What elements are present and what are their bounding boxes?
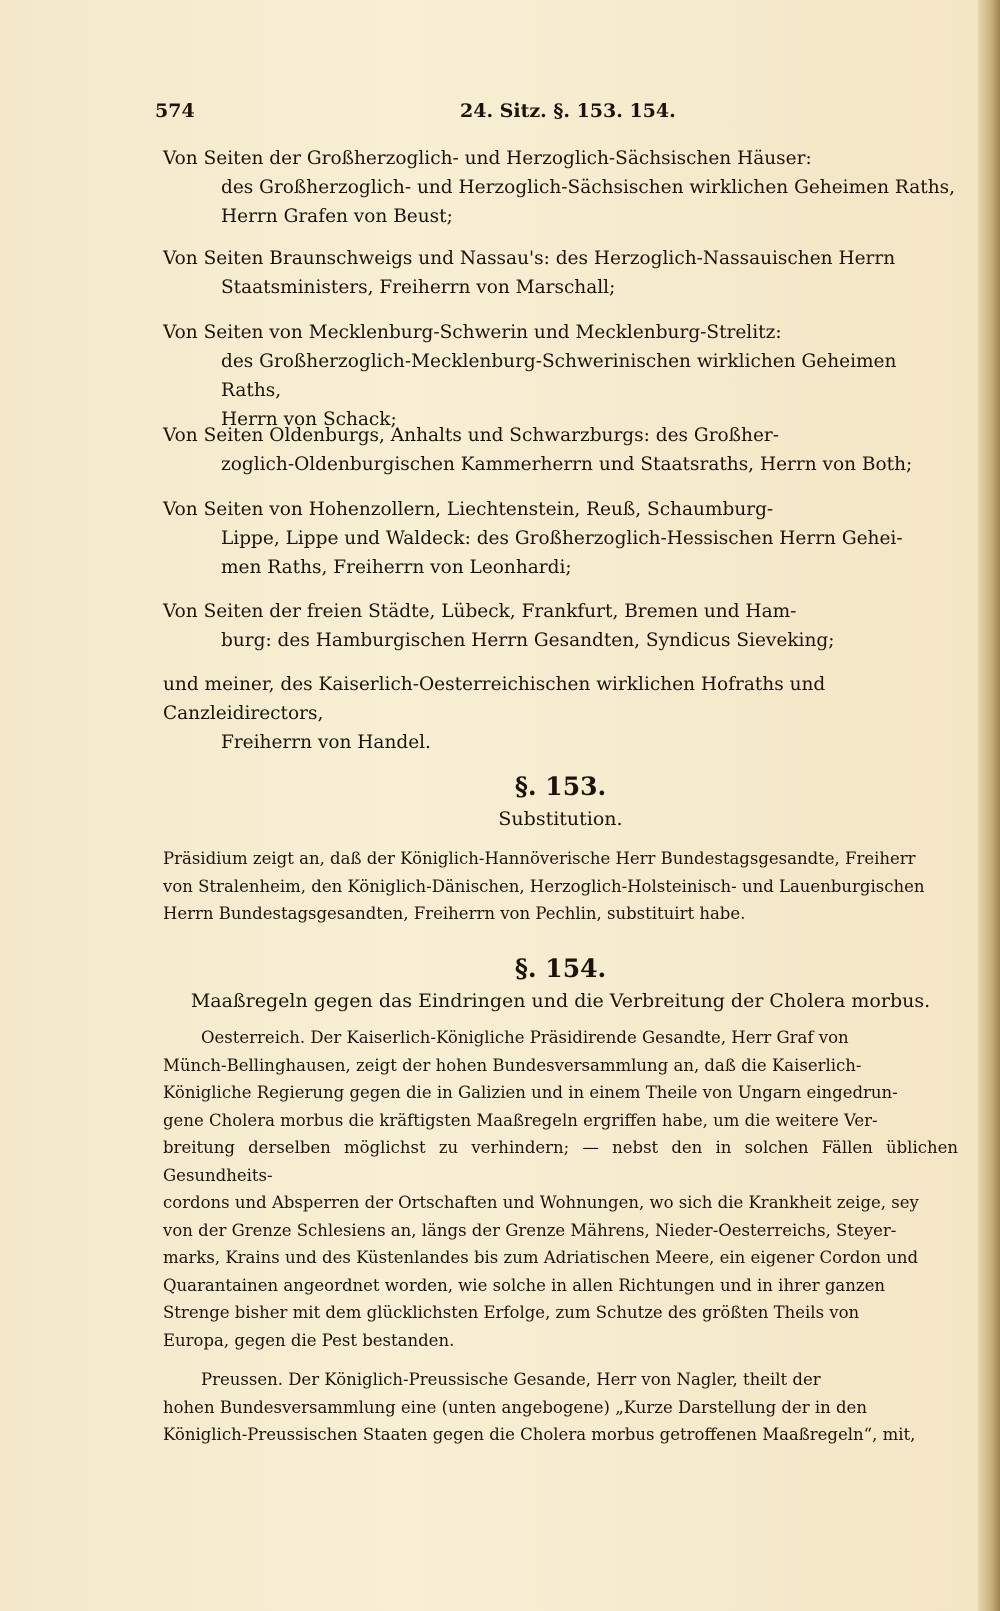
section-153-body: [163, 845, 958, 928]
entry-line: Freiherrn von Handel.: [221, 732, 431, 753]
entry-line: Von Seiten Braunschweigs und Nassau's: des Herzoglich-Nassauischen Herrn: [163, 248, 896, 269]
body-line: Münch-Bellinghausen, zeigt der hohen Bundesversammlung an, daß die Kaiserlich-: [163, 1055, 862, 1075]
body-line: Quarantainen angeordnet worden, wie solche in allen Richtungen und in ihrer ganzen: [163, 1275, 885, 1295]
section-154-number: §. 154.: [514, 954, 607, 983]
body-line: Herrn Bundestagsgesandten, Freiherrn von Pechlin, substituirt habe.: [163, 904, 746, 923]
entry-line: Von Seiten Oldenburgs, Anhalts und Schwarzburgs: des Großher-: [163, 425, 779, 446]
entry-line: Staatsministers, Freiherrn von Marschall;: [221, 277, 616, 298]
body-line: Oesterreich. Der Kaiserlich-Königliche Präsidirende Gesandte, Herr Graf von: [201, 1028, 849, 1047]
page-number: 574: [155, 100, 195, 122]
body-line: breitung derselben möglichst zu verhindern; — nebst den in solchen Fällen üblichen Gesundheits-: [163, 1138, 958, 1185]
section-153-number: §. 153.: [514, 772, 607, 801]
entry-line: Herrn Grafen von Beust;: [221, 206, 453, 227]
entry-oldenburg: [163, 421, 958, 479]
body-line: cordons und Absperren der Ortschaften und Wohnungen, wo sich die Krankheit zeige, sey: [163, 1193, 919, 1212]
body-line: Königlich-Preussischen Staaten gegen die Cholera morbus getroffenen Maaßregeln“, mit,: [163, 1425, 916, 1444]
section-154-body: [163, 1024, 958, 1449]
entry-sachsen: [163, 144, 958, 231]
body-line: von der Grenze Schlesiens an, längs der Grenze Mährens, Nieder-Oesterreichs, Steyer-: [163, 1220, 897, 1240]
body-line: Präsidium zeigt an, daß der Königlich-Hannöverische Herr Bundestagsgesandte, Freiherr: [163, 849, 916, 868]
body-line: Preussen. Der Königlich-Preussische Gesande, Herr von Nagler, theilt der: [201, 1370, 821, 1389]
entry-handel: [163, 670, 958, 757]
entry-line: Von Seiten von Mecklenburg-Schwerin und Mecklenburg-Strelitz:: [163, 322, 782, 343]
section-154-title: Maaßregeln gegen das Eindringen und die Verbreitung der Cholera morbus.: [190, 990, 931, 1012]
entry-line: Von Seiten von Hohenzollern, Liechtenstein, Reuß, Schaumburg-: [163, 499, 774, 520]
page-edge: [978, 0, 1000, 1611]
entry-line: des Großherzoglich-Mecklenburg-Schwerinischen wirklichen Geheimen Raths,: [221, 351, 897, 401]
body-line: von Stralenheim, den Königlich-Dänischen, Herzoglich-Holsteinisch- und Lauenburgischen: [163, 876, 925, 896]
entry-line: Von Seiten der Großherzoglich- und Herzoglich-Sächsischen Häuser:: [163, 148, 812, 169]
entry-line: Lippe, Lippe und Waldeck: des Großherzoglich-Hessischen Herrn Gehei-: [221, 528, 903, 549]
page-header: [150, 100, 950, 130]
entry-line: des Großherzoglich- und Herzoglich-Sächsischen wirklichen Geheimen Raths,: [221, 177, 955, 198]
entry-hohenzollern: [163, 495, 958, 582]
section-153-title: Substitution.: [498, 808, 623, 830]
entry-line: und meiner, des Kaiserlich-Oesterreichischen wirklichen Hofraths und Canzleidirectors,: [163, 674, 826, 724]
body-line: hohen Bundesversammlung eine (unten angebogene) „Kurze Darstellung der in den: [163, 1397, 867, 1417]
entry-braunschweig: [163, 244, 958, 302]
entry-line: zoglich-Oldenburgischen Kammerherrn und Staatsraths, Herrn von Both;: [221, 454, 913, 475]
body-line: marks, Krains und des Küstenlandes bis zum Adriatischen Meere, ein eigener Cordon und: [163, 1248, 919, 1267]
entry-line: Herrn von Schack;: [221, 409, 397, 430]
entry-mecklenburg: [163, 318, 958, 434]
entry-line: Von Seiten der freien Städte, Lübeck, Frankfurt, Bremen und Ham-: [163, 601, 797, 622]
body-line: Königliche Regierung gegen die in Galizien und in einem Theile von Ungarn eingedrun-: [163, 1083, 898, 1102]
body-line: Europa, gegen die Pest bestanden.: [163, 1330, 455, 1350]
entry-line: men Raths, Freiherrn von Leonhardi;: [221, 557, 572, 578]
body-line: Strenge bisher mit dem glücklichsten Erfolge, zum Schutze des größten Theils von: [163, 1303, 860, 1322]
body-line: gene Cholera morbus die kräftigsten Maaßregeln ergriffen habe, um die weitere Ver-: [163, 1110, 878, 1130]
entry-line: burg: des Hamburgischen Herrn Gesandten, Syndicus Sieveking;: [221, 630, 835, 651]
running-head: 24. Sitz. §. 153. 154.: [460, 100, 676, 122]
entry-freie-staedte: [163, 597, 958, 655]
